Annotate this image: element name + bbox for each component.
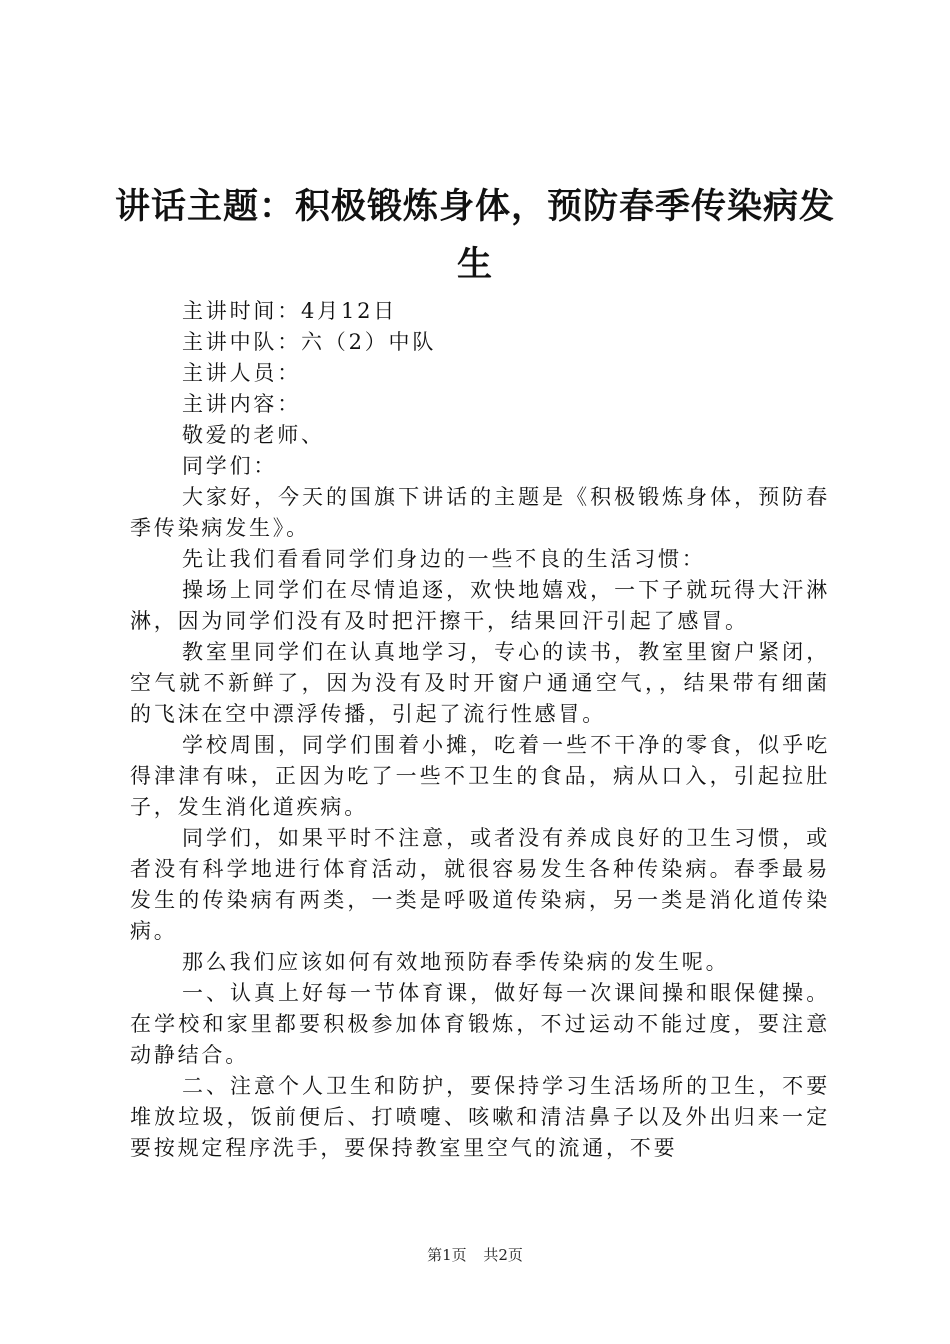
paragraph-warning: 同学们，如果平时不注意，或者没有养成良好的卫生习惯，或者没有科学地进行体育活动，就很容易发生各种传染病。春季最易发生的传染病有两类，一类是呼吸道传染病，另一类是消化道传染病。: [130, 826, 830, 943]
salutation-teachers: 敬爱的老师、: [182, 423, 325, 447]
paragraph-playground: 操场上同学们在尽情追逐，欢快地嬉戏，一下子就玩得大汗淋淋，因为同学们没有及时把汗擦干，结果回汗引起了感冒。: [130, 578, 830, 633]
paragraph-question: 那么我们应该如何有效地预防春季传染病的发生呢。: [182, 950, 730, 974]
paragraph-intro: 先让我们看看同学们身边的一些不良的生活习惯：: [182, 547, 706, 571]
page-number: 第1页: [427, 1246, 467, 1264]
meta-speaker: 主讲人员：: [182, 361, 301, 385]
paragraph-snacks: 学校周围，同学们围着小摊，吃着一些不干净的零食，似乎吃得津津有味，正因为吃了一些不卫生的食品，病从口入，引起拉肚子，发生消化道疾病。: [130, 733, 830, 819]
paragraph-classroom: 教室里同学们在认真地学习，专心的读书，教室里窗户紧闭，空气就不新鲜了，因为没有及时开窗户通通空气，，结果带有细菌的飞沫在空中漂浮传播，引起了流行性感冒。: [130, 640, 830, 726]
paragraph-tip-two: 二、注意个人卫生和防护，要保持学习生活场所的卫生，不要堆放垃圾，饭前便后、打喷嚏、咳嗽和清洁鼻子以及外出归来一定要按规定程序洗手，要保持教室里空气的流通，不要: [130, 1074, 830, 1160]
paragraph-tip-one: 一、认真上好每一节体育课，做好每一次课间操和眼保健操。在学校和家里都要积极参加体育锻炼，不过运动不能过度，要注意动静结合。: [130, 981, 830, 1067]
meta-time: 主讲时间：4月12日: [182, 299, 398, 323]
meta-squad: 主讲中队：六（2）中队: [182, 330, 437, 354]
paragraph-greeting: 大家好，今天的国旗下讲话的主题是《积极锻炼身体，预防春季传染病发生》。: [130, 485, 830, 540]
page-title: 讲话主题：积极锻炼身体，预防春季传染病发生: [114, 187, 835, 285]
meta-content: 主讲内容：: [182, 392, 301, 416]
page-total: 共2页: [483, 1246, 523, 1264]
document-body: [130, 296, 830, 1164]
page-footer: [0, 1244, 950, 1265]
salutation-students: 同学们：: [182, 454, 278, 478]
